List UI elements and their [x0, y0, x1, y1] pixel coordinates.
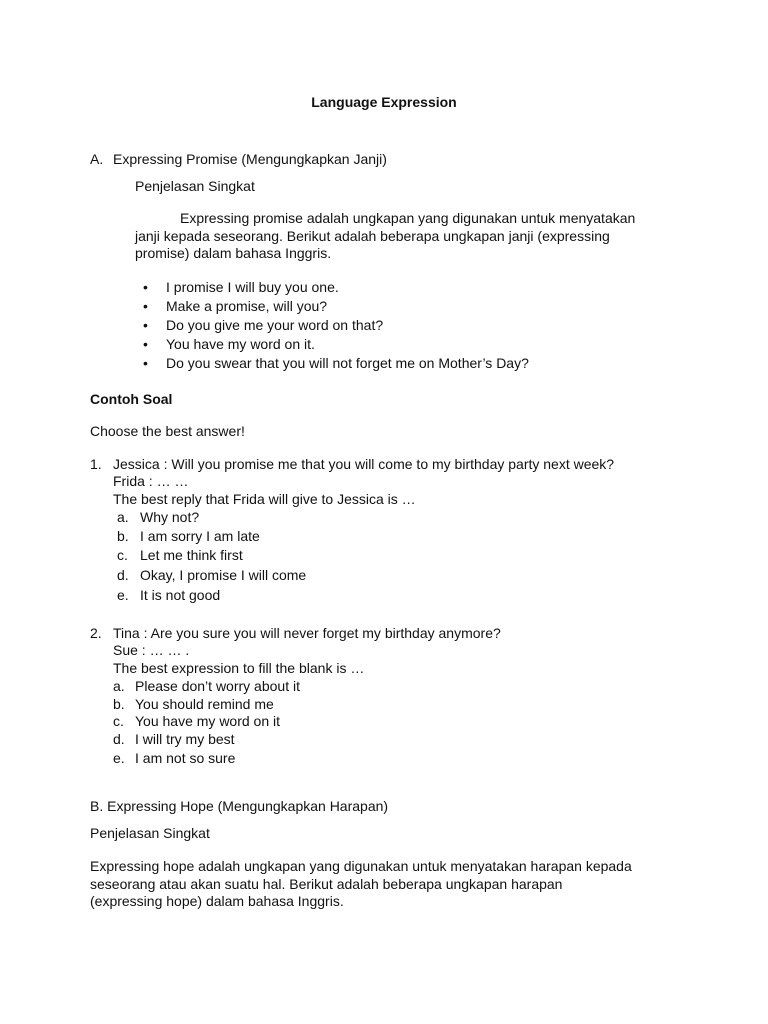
option-letter: a.: [113, 678, 125, 694]
bullet-icon: •: [143, 279, 148, 295]
list-item-text: I promise I will buy you one.: [166, 279, 339, 295]
page-title: Language Expression: [311, 94, 457, 110]
question-line: Frida : … …: [113, 473, 189, 489]
section-a-subheading: Penjelasan Singkat: [135, 178, 255, 194]
question-line: Tina : Are you sure you will never forget my birthday anymore?: [113, 625, 501, 641]
paragraph-line: (expressing hope) dalam bahasa Inggris.: [90, 893, 344, 909]
contoh-soal-heading: Contoh Soal: [90, 391, 173, 407]
list-item-text: Do you swear that you will not forget me on Mother’s Day?: [166, 355, 529, 371]
option-letter: b.: [113, 696, 125, 712]
instruction-text: Choose the best answer!: [90, 423, 245, 439]
section-b-heading: B. Expressing Hope (Mengungkapkan Harapan): [90, 798, 389, 814]
list-item-text: You have my word on it.: [166, 336, 315, 352]
option-letter: d.: [113, 731, 125, 747]
bullet-icon: •: [143, 317, 148, 333]
question-line: Sue : … … .: [113, 642, 190, 658]
option-letter: e.: [117, 587, 129, 603]
question-number: 1.: [90, 456, 102, 472]
section-a-heading: Expressing Promise (Mengungkapkan Janji): [113, 151, 387, 167]
question-line: The best reply that Frida will give to Jessica is …: [113, 491, 416, 507]
option-text: You should remind me: [135, 696, 274, 712]
option-letter: a.: [117, 509, 129, 525]
question-number: 2.: [90, 625, 102, 641]
paragraph-line: seseorang atau akan suatu hal. Berikut adalah beberapa ungkapan harapan: [90, 876, 563, 892]
question-line: Jessica : Will you promise me that you will come to my birthday party next week?: [113, 456, 615, 472]
option-text: I will try my best: [135, 731, 235, 747]
option-letter: c.: [117, 547, 128, 563]
option-text: Okay, I promise I will come: [140, 567, 307, 583]
list-item-text: Make a promise, will you?: [166, 298, 328, 314]
paragraph-line: Expressing promise adalah ungkapan yang digunakan untuk menyatakan: [180, 210, 636, 226]
paragraph-line: janji kepada seseorang. Berikut adalah beberapa ungkapan janji (expressing: [135, 228, 610, 244]
option-text: You have my word on it: [135, 713, 281, 729]
option-letter: e.: [113, 750, 125, 766]
option-text: Why not?: [140, 509, 200, 525]
paragraph-line: Expressing hope adalah ungkapan yang digunakan untuk menyatakan harapan kepada: [90, 858, 632, 874]
question-line: The best expression to fill the blank is …: [113, 660, 365, 676]
list-item-text: Do you give me your word on that?: [166, 317, 384, 333]
option-text: I am sorry I am late: [140, 528, 260, 544]
section-b-subheading: Penjelasan Singkat: [90, 825, 210, 841]
bullet-icon: •: [143, 355, 148, 371]
option-letter: c.: [113, 713, 124, 729]
option-text: Let me think first: [140, 547, 243, 563]
bullet-icon: •: [143, 298, 148, 314]
bullet-icon: •: [143, 336, 148, 352]
option-text: I am not so sure: [135, 750, 236, 766]
paragraph-line: promise) dalam bahasa Inggris.: [135, 245, 332, 261]
option-letter: b.: [117, 528, 129, 544]
section-a-marker: A.: [90, 151, 104, 167]
option-text: Please don’t worry about it: [135, 678, 300, 694]
option-text: It is not good: [140, 587, 221, 603]
option-letter: d.: [117, 567, 129, 583]
